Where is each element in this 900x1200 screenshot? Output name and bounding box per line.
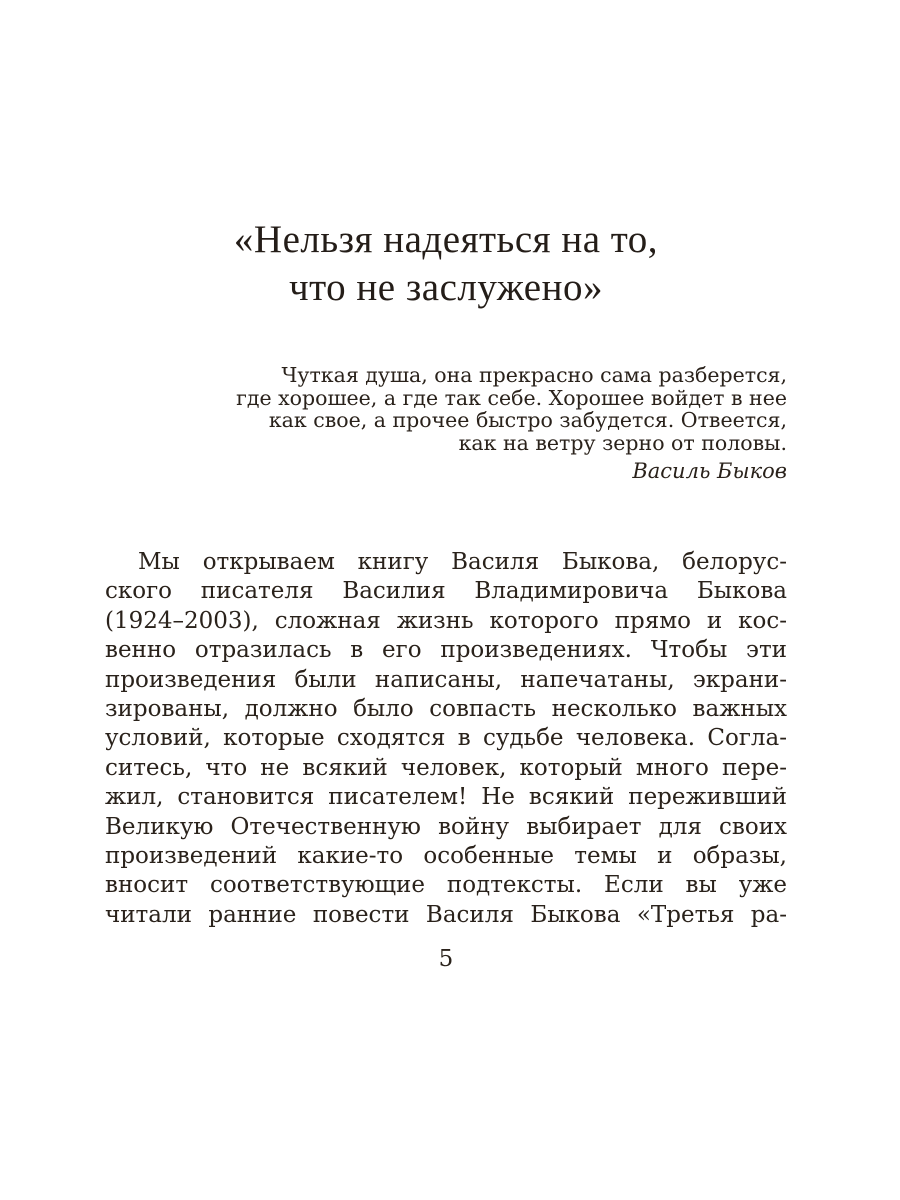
page-number: 5 [438, 946, 454, 972]
body-text-line: произведений какие-то особенные темы и образы, [105, 843, 787, 870]
epigraph-line: где хорошее, а где так себе. Хорошее войдет в нее [236, 385, 787, 410]
epigraph-line: Чуткая душа, она прекрасно сама разберется, [281, 363, 787, 387]
body-text-line: венно отразилась в его произведениях. Чтобы эти [105, 637, 787, 664]
body-text-line: произведения были написаны, напечатаны, экрани- [105, 666, 787, 693]
body-text-line: ситесь, что не всякий человек, который много пере- [105, 754, 787, 781]
body-text-line: (1924–2003), сложная жизнь которого прямо и кос- [105, 607, 787, 634]
body-text-line: Мы открываем книгу Василя Быкова, белорус- [138, 549, 787, 575]
body-text-line: ского писателя Василия Владимировича Быкова [105, 578, 787, 605]
chapter-title-line: что не заслужено» [289, 266, 603, 309]
body-text-line: условий, которые сходятся в судьбе человека. Согла- [105, 725, 787, 752]
epigraph-line: как свое, а прочее быстро забудется. Отвеется, [268, 408, 787, 432]
body-paragraph [105, 548, 787, 930]
page-content [105, 0, 787, 1200]
epigraph-quote [105, 364, 787, 454]
chapter-title-line: «Нельзя надеяться на то, [233, 218, 659, 261]
chapter-title [105, 216, 787, 312]
body-text-line: вносит соответствующие подтексты. Если вы уже [105, 872, 787, 899]
body-text-line: жил, становится писателем! Не всякий переживший [105, 784, 787, 811]
body-text-line: Великую Отечественную войну выбирает для своих [105, 813, 787, 840]
body-text-line: читали ранние повести Василя Быкова «Третья ра- [105, 901, 787, 928]
epigraph-author: Василь Быков [632, 459, 787, 483]
epigraph [105, 364, 787, 483]
body-text-line: зированы, должно было совпасть несколько важных [105, 696, 787, 723]
epigraph-line: как на ветру зерно от половы. [458, 430, 787, 455]
